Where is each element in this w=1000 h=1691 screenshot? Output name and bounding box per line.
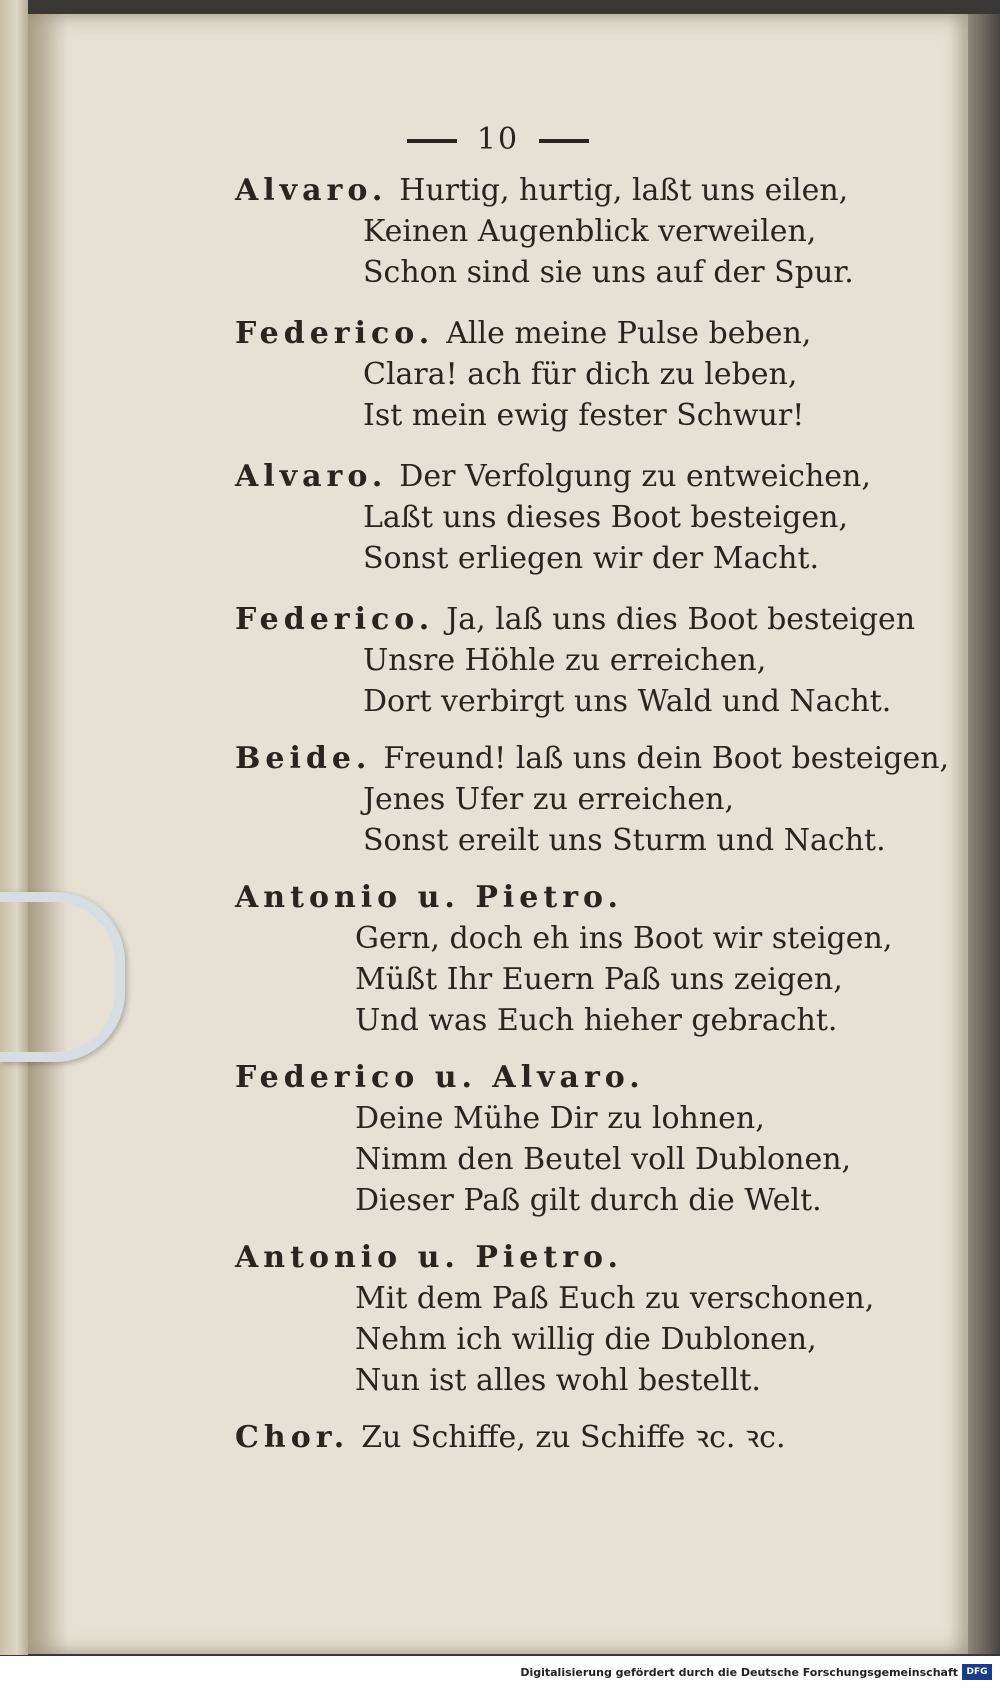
dialogue-block [235, 599, 955, 722]
verse-line: Müßt Ihr Euern Paß uns zeigen, [355, 962, 843, 997]
page-gutter-shadow [28, 14, 68, 1654]
verse-line: Ist mein ewig fester Schwur! [363, 398, 805, 433]
paper-clip [0, 892, 125, 1062]
verse-line: Und was Euch hieher gebracht. [355, 1003, 838, 1038]
verse-line: Schon sind sie uns auf der Spur. [363, 255, 854, 290]
verse-line: Der Verfolgung zu entweichen, [399, 459, 871, 494]
verse-line: Dieser Paß gilt durch die Welt. [355, 1183, 822, 1218]
verse-line: Alle meine Pulse beben, [446, 316, 812, 351]
verse-line: Zu Schiffe, zu Schiffe ꝛc. ꝛc. [361, 1420, 786, 1455]
verse-line: Mit dem Paß Euch zu verschonen, [355, 1281, 875, 1316]
dialogue-line [235, 599, 955, 640]
dialogue-block [235, 738, 955, 861]
page-number-text: 10 [476, 122, 520, 157]
verse-line: Laßt uns dieses Boot besteigen, [363, 500, 848, 535]
dfg-logo: DFG [962, 1664, 992, 1680]
verse-line: Gern, doch eh ins Boot wir steigen, [355, 921, 893, 956]
verse-line: Jenes Ufer zu erreichen, [363, 782, 734, 817]
speaker-name: Federico. [235, 602, 435, 637]
speaker-name: Chor. [235, 1420, 350, 1455]
dialogue-block [235, 1057, 955, 1221]
speaker-name: Beide. [235, 741, 372, 776]
page-edge-left [0, 0, 28, 1655]
dialogue-block [235, 313, 955, 436]
verse-line: Keinen Augenblick verweilen, [363, 214, 817, 249]
verse-line: Nehm ich willig die Dublonen, [355, 1322, 817, 1357]
libretto-text [235, 170, 955, 1478]
dialogue-line [235, 456, 955, 497]
dialogue-block [235, 1417, 955, 1458]
dialogue-line [235, 738, 955, 779]
speaker-name: Federico. [235, 316, 435, 351]
dialogue-block [235, 877, 955, 1041]
verse-line: Unsre Höhle zu erreichen, [363, 643, 767, 678]
digitization-footer [0, 1656, 1000, 1691]
dialogue-block [235, 170, 955, 293]
funding-notice: Digitalisierung gefördert durch die Deutsche Forschungsgemeinschaft [520, 1666, 958, 1679]
page-number [28, 122, 968, 157]
speaker-name: Alvaro. [235, 459, 388, 494]
verse-line: Hurtig, hurtig, laßt uns eilen, [399, 173, 849, 208]
verse-line: Clara! ach für dich zu leben, [363, 357, 798, 392]
dialogue-line [235, 1417, 955, 1458]
dialogue-block [235, 456, 955, 579]
dash-left [407, 139, 457, 143]
dialogue-line [235, 313, 955, 354]
dash-right [539, 139, 589, 143]
page-edge-right [968, 14, 1000, 1654]
speaker-name: Antonio u. Pietro. [235, 1240, 623, 1275]
dialogue-line [235, 170, 955, 211]
speaker-name: Antonio u. Pietro. [235, 880, 623, 915]
verse-line: Ja, laß uns dies Boot besteigen [446, 602, 916, 637]
verse-line: Freund! laß uns dein Boot besteigen, [383, 741, 950, 776]
verse-line: Nimm den Beutel voll Dublonen, [355, 1142, 852, 1177]
speaker-name: Alvaro. [235, 173, 388, 208]
verse-line: Sonst erliegen wir der Macht. [363, 541, 820, 576]
verse-line: Deine Mühe Dir zu lohnen, [355, 1101, 765, 1136]
verse-line: Dort verbirgt uns Wald und Nacht. [363, 684, 892, 719]
verse-line: Sonst ereilt uns Sturm und Nacht. [363, 823, 886, 858]
verse-line: Nun ist alles wohl bestellt. [355, 1363, 761, 1398]
dialogue-block [235, 1237, 955, 1401]
speaker-name: Federico u. Alvaro. [235, 1060, 645, 1095]
